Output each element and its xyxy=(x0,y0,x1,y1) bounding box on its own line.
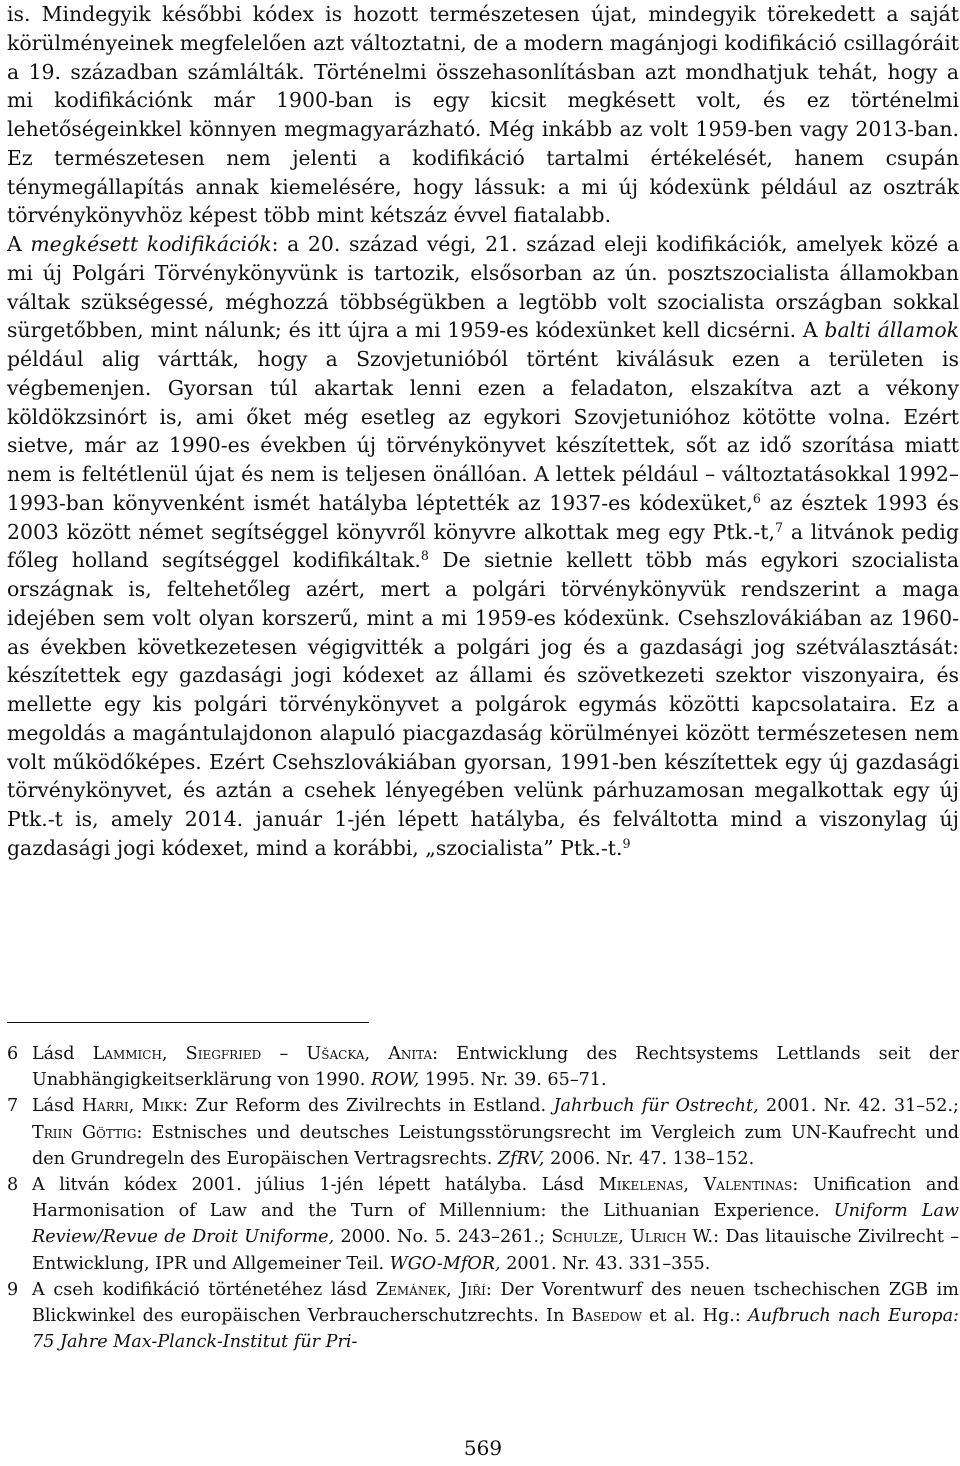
footnotes xyxy=(7,1041,959,1355)
footnote-fragment: : Das litauische Zivilrecht – Entwicklung, IPR und Allgemeiner Teil. xyxy=(32,1227,959,1274)
footnote-fragment: 2001. Nr. 42. 31–52.; xyxy=(758,1096,959,1117)
footnote-fragment: : Der Vorentwurf des neuen tschechischen ZGB im Blickwinkel des europäischen Verbraucherschutzrechts. In xyxy=(32,1279,959,1327)
paragraph-2-text: például alig vártták, hogy a Szovjetunióból történt kiválásuk ezen a területen is végbemenjen. Gyorsan túl akartak lenni ezen a feladaton, elszakítva azt a vékony köldökzsinórt is, ami őket még esetleg az egykori Szovjetunióhoz kötötte volna. Ezért sietve, már az 1990-es években új törvénykönyvet készítettek, sőt az idő szorítása miatt nem is feltétlenül újat és nem is teljesen önállóan. A lettek például – változtatásokkal 1992–1993-ban könyvenként ismét hatályba léptették az 1937-es kódexüket, xyxy=(7,347,959,515)
footnote-fragment: : Zur Reform des Zivilrechts in Estland. xyxy=(182,1096,554,1117)
footnote-number: 9 xyxy=(7,1279,19,1300)
footnote-fragment: 1995. Nr. 39. 65–71. xyxy=(419,1070,607,1091)
paragraph-2-text: : a 20. század végi, 21. század eleji kodifikációk, amelyek közé a mi új Polgári Törvénykönyvünk is tartozik, elsősorban az ún. posztszocialista államokban váltak szükségessé, méghozzá többségükben a legtöbb volt szocialista országban sokkal sürgetőbben, mint nálunk; és itt újra a mi 1959-es kódexünket kell dicsérni. A xyxy=(7,232,960,343)
paragraph-2-text: az észtek 1993 és 2003 között német segítséggel könyvről könyvre alkottak meg egy Ptk.-t, xyxy=(7,490,959,544)
author-name: Triin Göttig xyxy=(32,1122,137,1143)
footnote-ref-6[interactable]: 6 xyxy=(752,490,761,506)
footnote-6 xyxy=(7,1041,959,1093)
paragraph-2-text: a litvánok pedig főleg holland segítséggel kodifikáltak. xyxy=(7,519,959,573)
footnote-8 xyxy=(7,1172,959,1277)
footnote-fragment: Lásd xyxy=(32,1096,82,1117)
footnote-text xyxy=(32,1041,959,1093)
document-page xyxy=(7,0,960,1460)
author-name: Schulze, Ulrich W. xyxy=(551,1227,714,1248)
page-number: 569 xyxy=(463,1436,503,1460)
footnote-fragment: : Entwicklung des Rechtsystems Lettlands seit der Unabhängigkeitserklärung von 1990. xyxy=(32,1044,960,1091)
journal-title: WGO-MfOR, xyxy=(389,1253,501,1274)
author-name: Harri, Mikk xyxy=(81,1096,183,1117)
footnote-fragment: – xyxy=(261,1044,307,1064)
footnote-ref-9[interactable]: 9 xyxy=(622,835,631,851)
footnote-number: 6 xyxy=(7,1044,19,1064)
main-text xyxy=(7,0,959,863)
journal-title: Jahrbuch für Ostrecht, xyxy=(553,1096,759,1117)
footnote-text xyxy=(32,1172,959,1277)
footnote-7 xyxy=(7,1093,959,1172)
author-name: Ušacka, Anita xyxy=(306,1044,433,1064)
paragraph-1 xyxy=(7,0,959,230)
footnote-fragment: 2000. No. 5. 243–261.; xyxy=(334,1227,552,1248)
paragraph-2-text: A xyxy=(7,232,31,256)
author-name: Zemánek, Jiří xyxy=(375,1279,486,1300)
footnote-ref-7[interactable]: 7 xyxy=(774,519,784,535)
paragraph-2 xyxy=(7,230,959,863)
footnote-fragment: Lásd xyxy=(32,1044,93,1064)
paragraph-2-text: De sietnie kellett több más egykori szocialista országnak is, feltehetőleg azért, mert a polgári törvénykönyvük rendszerint a maga idejében sem volt olyan korszerű, mint a mi 1959-es kódexünk. Csehszlovákiában az 1960-as években következetesen végigvitték a polgári jog és a gazdasági jog szétválasztását: készítettek egy gazdasági jogi kódexet az állami és szövetkezeti szektor viszonyaira, és mellette egy kis polgári törvénykönyvet a polgárok egymás közötti kapcsolataira. Ez a megoldás a magántulajdonon alapuló piacgazdaság körülményei között természetesen nem volt működőképes. Ezért Csehszlovákiában gyorsan, 1991-ben készítettek egy új gazdasági törvénykönyvet, és aztán a csehek lényegében velünk párhuzamosan megalkottak egy új Ptk.-t is, amely 2014. január 1-jén lépett hatályba, és felváltotta mind a viszonylag új gazdasági jogi kódexet, mind a korábbi, „szocialista” Ptk.-t. xyxy=(7,548,959,860)
footnote-text xyxy=(32,1277,959,1356)
footnote-fragment: 2006. Nr. 47. 138–152. xyxy=(544,1148,755,1169)
footnote-number: 8 xyxy=(7,1175,19,1196)
journal-title: Uniform Law Review/Revue de Droit Uniforme, xyxy=(32,1201,959,1248)
footnote-fragment: : Estnisches und deutsches Leistungsstörungsrecht im Vergleich zum UN-Kaufrecht und den Grundregeln des Europäischen Vertragsrechts. xyxy=(32,1122,959,1169)
footnote-fragment: A litván kódex 2001. július 1-jén lépett hatályba. Lásd xyxy=(32,1175,599,1196)
footnote-fragment: : Unification and Harmonisation of Law and the Turn of Millennium: the Lithuanian Experience. xyxy=(32,1175,960,1222)
footnote-9 xyxy=(7,1277,959,1356)
footnote-number: 7 xyxy=(7,1096,19,1117)
footnote-fragment: A cseh kodifikáció történetéhez lásd xyxy=(32,1279,376,1300)
journal-title: ZfRV, xyxy=(497,1148,545,1169)
emphasis-text: balti államok xyxy=(824,318,959,343)
footnote-fragment: et al. Hg.: xyxy=(641,1306,748,1327)
footnote-text xyxy=(32,1093,959,1172)
footnote-separator xyxy=(7,1022,369,1023)
book-title: Aufbruch nach Europa: 75 Jahre Max-Planck-Institut für Pri- xyxy=(32,1306,959,1353)
footnote-fragment: 2001. Nr. 43. 331–355. xyxy=(500,1253,711,1274)
journal-title: ROW, xyxy=(370,1070,420,1091)
author-name: Lammich, Siegfried xyxy=(92,1044,262,1064)
paragraph-1-text: is. Mindegyik későbbi kódex is hozott természetesen újat, mindegyik törekedett a saját körülményeinek megfelelően azt változtatni, de a modern magánjogi kodifikáció csillagóráit a 19. században számlálták. Történelmi összehasonlításban azt mondhatjuk tehát, hogy a mi kodifikációnk már 1900-ban is egy kicsit megkésett volt, és ez történelmi lehetőségeinkkel könnyen megmagyarázható. Még inkább az volt 1959-ben vagy 2013-ban. Ez természetesen nem jelenti a kodifikáció tartalmi értékelését, hanem csupán ténymegállapítás annak kiemelésére, hogy lássuk: a mi új kódexünk például az osztrák törvénykönyvhöz képest több mint kétszáz évvel fiatalabb. xyxy=(7,2,959,228)
author-name: Basedow xyxy=(571,1306,642,1327)
emphasis-text: megkésett kodifikációk xyxy=(30,232,272,256)
footnote-ref-8[interactable]: 8 xyxy=(420,548,429,564)
author-name: Mikelenas, Valentinas xyxy=(598,1175,793,1196)
